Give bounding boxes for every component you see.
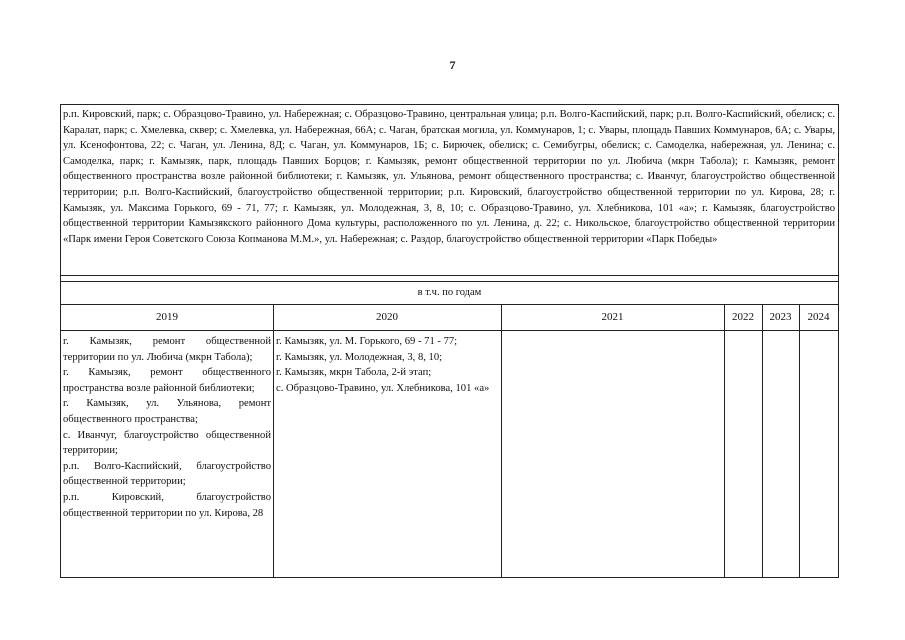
year-cell-2019 — [61, 331, 273, 521]
page-number: 7 — [449, 58, 456, 72]
territories-list: р.п. Кировский, парк; с. Образцово-Травино, ул. Набережная; с. Образцово-Травино, центральная улица; р.п. Волго-Каспийский, парк; р.п. Волго-Каспийский, обелиск; с. Каралат, парк; с. Хмелевка, сквер; с. Хмелевка, ул. Набережная, 66А; с. Чаган, братская могила, ул. Коммунаров, 1; с. Увары, площадь Павших Коммунаров, 6А; с. Увары, ул. Ксенофонтова, 22; с. Чаган, ул. Ленина, 8Д; с. Чаган, ул. Коммунаров, 1Б; с. Бирючек, обелиск; с. Семибугры, обелиск; с. Самоделка, набережная, ул. Ленина; с. Самоделка, парк; г. Камызяк, парк, площадь Павших Борцов; г. Камызяк, ремонт общественной территории по ул. Любича (мкрн Табола); г. Камызяк, ремонт общественного пространства возле районной библиотеки; г. Камызяк, ул. Ульянова, ремонт общественного пространства; с. Иванчуг, благоустройство общественной территории; р.п. Волго-Каспийский, благоустройство общественной территории; р.п. Кировский, благоустройство общественной территории по ул. Кирова, 28; г. Камызяк, ул. Максима Горького, 69 - 71, 77; г. Камызяк, ул. Молодежная, 3, 8, 10; с. Образцово-Травино, ул. Хлебникова, 101 «а»; г. Камызяк, благоустройство общественной территории Камызякского районного Дома культуры, расположенного по ул. Ленина, д. 22; с. Никольское, благоустройство общественной территории «Парк имени Героя Советского Союза Копманова М.М.», ул. Набережная; с. Раздор, благоустройство общественной территории «Парк Победы» — [61, 105, 838, 276]
column-divider — [501, 305, 502, 577]
list-item: с. Иванчуг, благоустройство общественной территории; — [63, 429, 271, 457]
list-item: г. Камызяк, ул. М. Горького, 69 - 71 - 77; — [276, 336, 458, 347]
list-item: р.п. Кировский, благоустройство общественной территории по ул. Кирова, 28 — [63, 491, 271, 519]
column-divider — [762, 305, 763, 577]
year-header-2019: 2019 — [61, 305, 273, 331]
list-item: с. Образцово-Травино, ул. Хлебникова, 101 «а» — [276, 382, 490, 394]
list-item: г. Камызяк, мкрн Табола, 2-й этап; — [276, 367, 432, 379]
year-header-2022: 2022 — [724, 305, 762, 331]
list-item: р.п. Волго-Каспийский, благоустройство общественной территории; — [63, 460, 271, 488]
list-item: г. Камызяк, ул. Молодежная, 3, 8, 10; — [276, 351, 443, 363]
year-cell-2020 — [274, 331, 500, 396]
year-header-2024: 2024 — [799, 305, 838, 331]
year-header-2020: 2020 — [273, 305, 501, 331]
list-item: г. Камызяк, ремонт общественной территории по ул. Любича (мкрн Табола); — [63, 336, 271, 363]
list-item: г. Камызяк, ул. Ульянова, ремонт общественного пространства; — [63, 398, 271, 425]
year-header-2023: 2023 — [762, 305, 799, 331]
column-divider — [799, 305, 800, 577]
column-divider — [724, 305, 725, 577]
measures-table — [60, 104, 839, 578]
by-years-header: в т.ч. по годам — [61, 281, 838, 305]
list-item: г. Камызяк, ремонт общественного пространства возле районной библиотеки; — [63, 367, 271, 394]
year-header-2021: 2021 — [501, 305, 724, 331]
